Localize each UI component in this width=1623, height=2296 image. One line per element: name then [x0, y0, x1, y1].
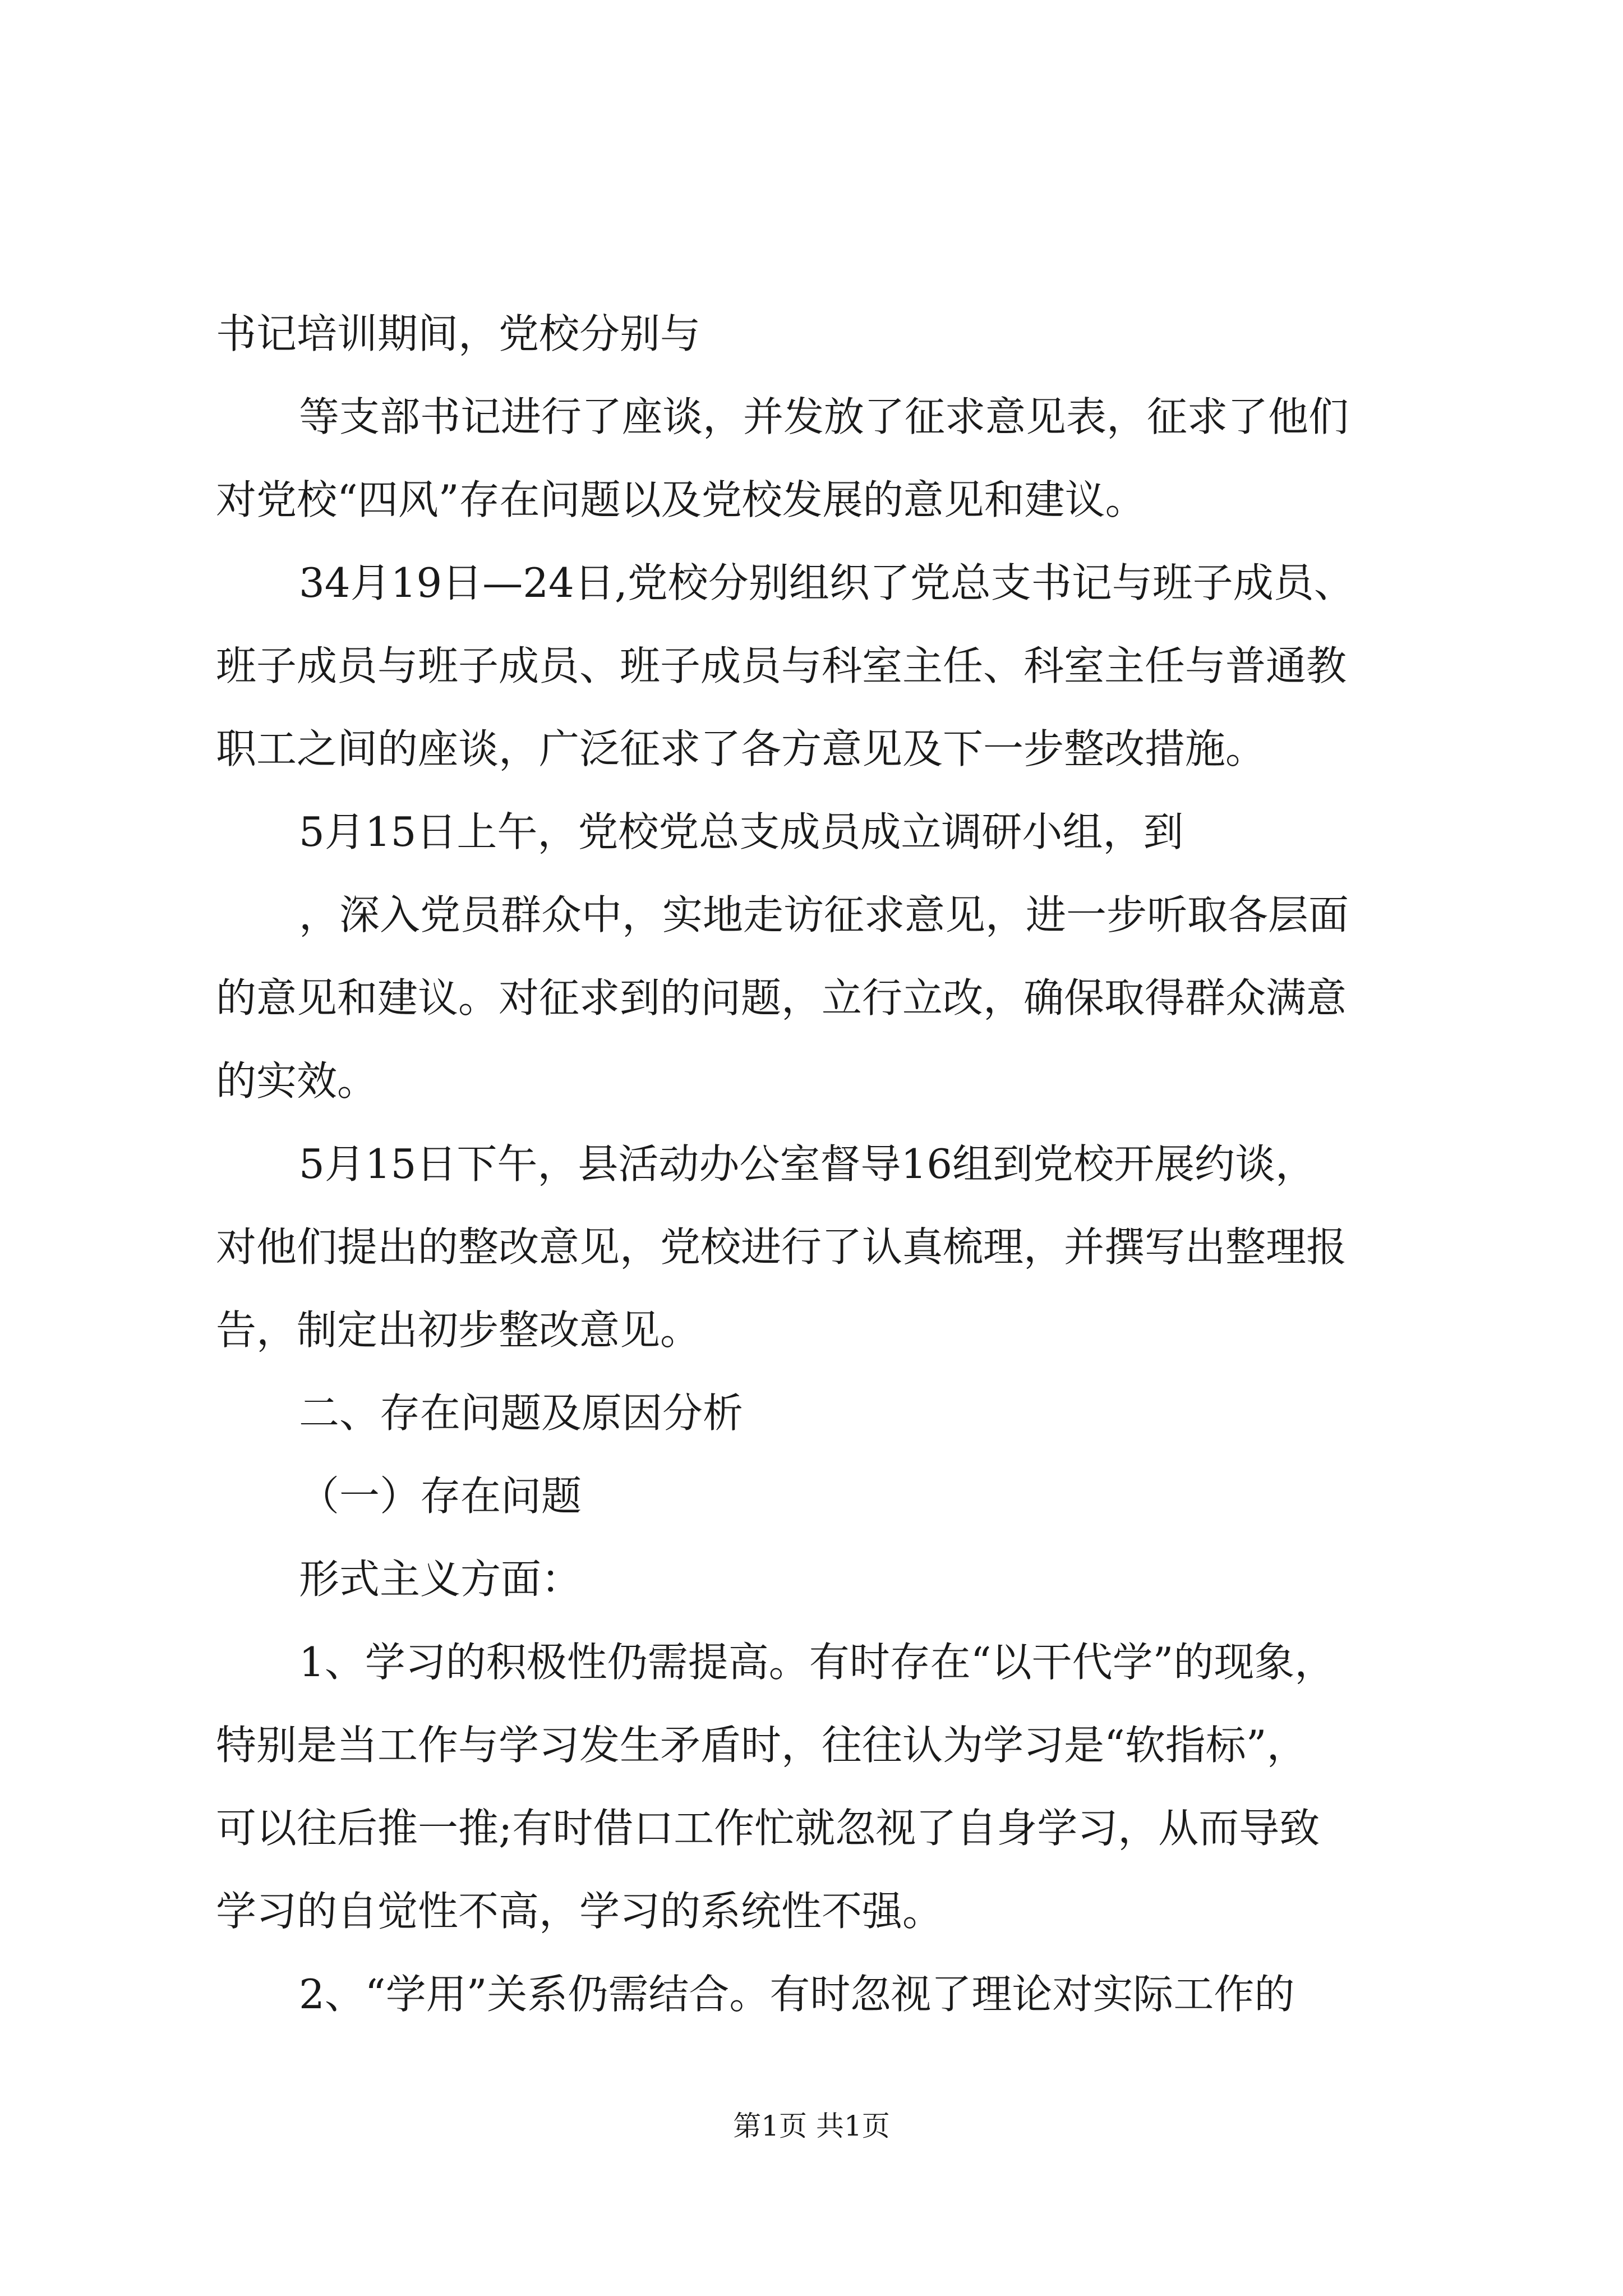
text-line: 可以往后推一推;有时借口工作忙就忽视了自身学习，从而导致 — [216, 1805, 1320, 1852]
text-line: 5月15日上午，党校党总支成员成立调研小组，到 — [299, 808, 1184, 855]
text-line: 对党校“四风”存在问题以及党校发展的意见和建议。 — [216, 476, 1146, 523]
text-line: 对他们提出的整改意见，党校进行了认真梳理，并撰写出整理报 — [216, 1223, 1347, 1271]
text-line: 等支部书记进行了座谈，并发放了征求意见表，征求了他们 — [299, 393, 1349, 440]
text-line: 特别是当工作与学习发生矛盾时，往往认为学习是“软指标”， — [216, 1722, 1307, 1769]
text-line: 的实效。 — [216, 1057, 378, 1105]
text-line: 1、学习的积极性仍需提高。有时存在“以干代学”的现象， — [299, 1639, 1335, 1686]
text-line: ，深入党员群众中，实地走访征求意见，进一步听取各层面 — [299, 891, 1349, 938]
subsection-heading: （一）存在问题 — [299, 1473, 582, 1520]
text-line: 告，制定出初步整改意见。 — [216, 1306, 701, 1354]
text-line: 班子成员与班子成员、班子成员与科室主任、科室主任与普通教 — [216, 642, 1347, 689]
section-heading: 二、存在问题及原因分析 — [299, 1389, 744, 1437]
text-line: 学习的自觉性不高，学习的系统性不强。 — [216, 1888, 943, 1935]
text-line: 5月15日下午，县活动办公室督导16组到党校开展约谈， — [299, 1140, 1316, 1188]
text-line: 34月19日—24日,党校分别组织了党总支书记与班子成员、 — [299, 559, 1354, 606]
text-line: 职工之间的座谈，广泛征求了各方意见及下一步整改措施。 — [216, 725, 1266, 772]
text-line: 书记培训期间，党校分别与 — [216, 310, 701, 357]
text-line: 2、“学用”关系仍需结合。有时忽视了理论对实际工作的 — [299, 1971, 1295, 2018]
text-line: 形式主义方面： — [299, 1556, 582, 1603]
page-footer: 第1页 共1页 — [733, 2110, 890, 2142]
text-line: 的意见和建议。对征求到的问题，立行立改，确保取得群众满意 — [216, 974, 1347, 1022]
